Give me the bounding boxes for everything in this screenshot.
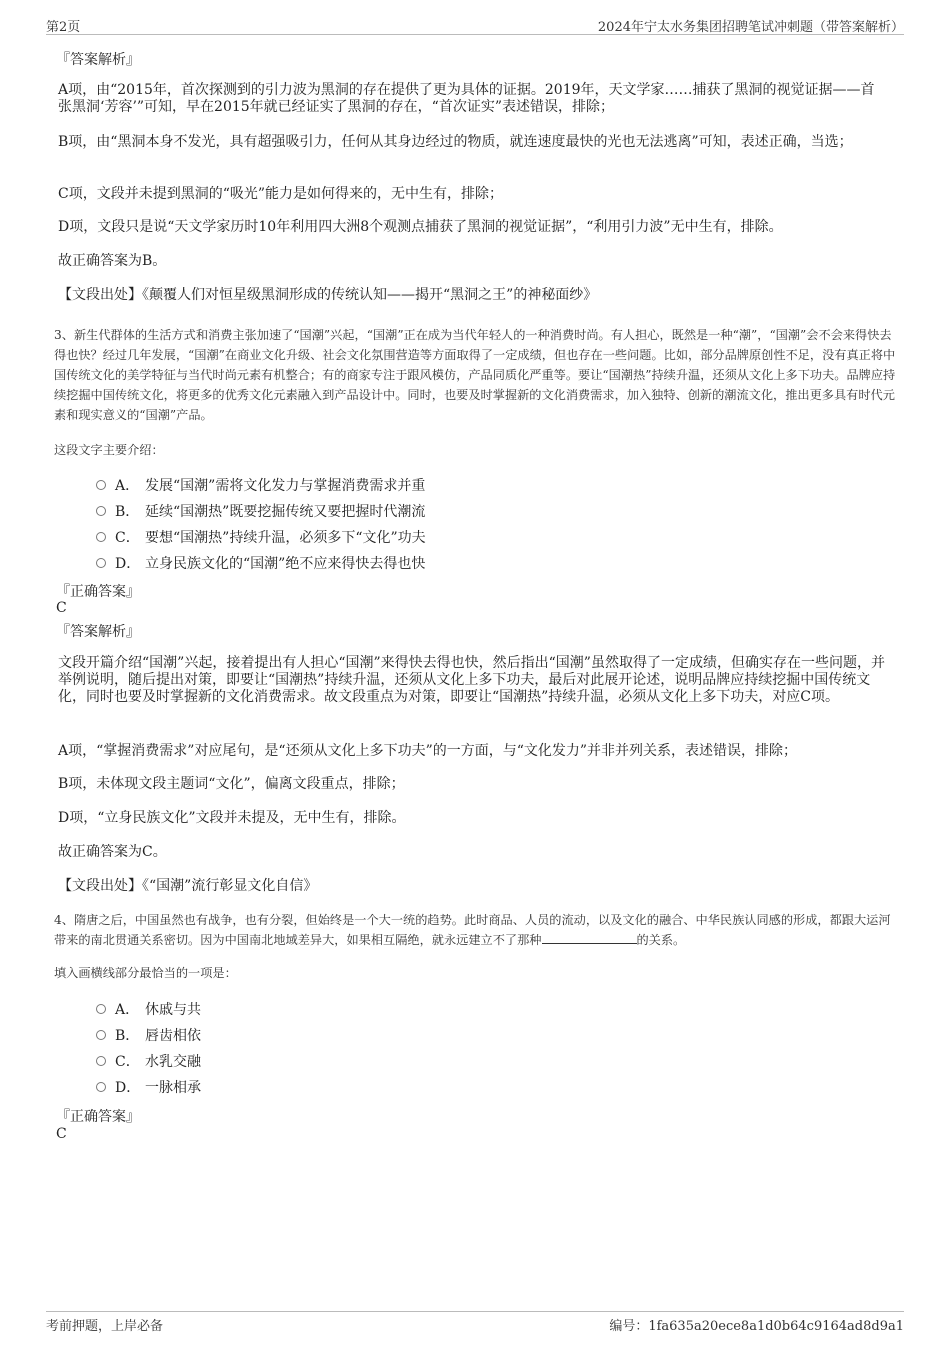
q3-option-d[interactable]: D． 立身民族文化的“国潮”绝不应来得快去得也快 [96,553,425,573]
q2-analysis-label: 『答案解析』 [56,52,140,68]
q4-answer-label: 『正确答案』 [56,1109,140,1125]
q3-analysis-b: B项，未体现文段主题词“文化”，偏离文段重点，排除； [58,776,405,792]
fill-in-blank [542,931,637,944]
q3-analysis: 文段开篇介绍“国潮”兴起，接着提出有人担心“国潮”来得快去得也快，然后指出“国潮”虽然取得了一定成绩，但确实存在一些问题，并举例说明，随后提出对策，即要让“国潮热”持续升温，还须从文化上多下功夫，最后对此展开论述，说明品牌应持续挖掘中国传统文化，同时也要及时掌握新的文化消费需求。故文段重点为对策，即要让“国潮热”持续升温，必须从文化上多下功夫，对应C项。 [58,655,885,705]
page-number: 第2页 [46,20,81,35]
q3-analysis-a: A项，“掌握消费需求”对应尾句，是“还须从文化上多下功夫”的一方面，与“文化发力”并非并列关系，表述错误，排除； [58,743,798,759]
q3-option-c[interactable]: C． 要想“国潮热”持续升温，必须多下“文化”功夫 [96,527,426,547]
q4-prompt: 填入画横线部分最恰当的一项是： [54,966,237,980]
q3-analysis-label: 『答案解析』 [56,624,140,640]
q3-answer-label: 『正确答案』 [56,584,140,600]
q4-answer: C [56,1126,67,1142]
document-title: 2024年宁太水务集团招聘笔试冲刺题（带答案解析） [597,20,904,35]
q3-source: 【文段出处】《“国潮”流行彰显文化自信》 [58,878,318,894]
q3-conclusion: 故正确答案为C。 [58,844,167,860]
q2-analysis-d: D项，文段只是说“天文学家历时10年利用四大洲8个观测点捕获了黑洞的视觉证据”，“利用引力波”无中生有，排除。 [58,219,783,235]
q2-analysis-b: B项，由“黑洞本身不发光，具有超强吸引力，任何从其身边经过的物质，就连速度最快的光也无法逃离”可知，表述正确，当选； [58,134,853,150]
radio-icon[interactable] [96,506,106,516]
q2-conclusion: 故正确答案为B。 [58,253,167,269]
q2-analysis-c: C项，文段并未提到黑洞的“吸光”能力是如何得来的，无中生有，排除； [58,186,504,202]
radio-icon[interactable] [96,1056,106,1066]
radio-icon[interactable] [96,480,106,490]
q4-stem: 4、隋唐之后，中国虽然也有战争，也有分裂，但始终是一个大一统的趋势。此时商品、人员的流动，以及文化的融合、中华民族认同感的形成，都跟大运河带来的南北贯通关系密切。因为中国南北地域差异大，如果相互隔绝，就永远建立不了那种 的关系。 [54,913,891,947]
q4-option-a[interactable]: A． 休戚与共 [96,999,201,1019]
q4-option-d[interactable]: D． 一脉相承 [96,1077,201,1097]
footer-slogan: 考前押题，上岸必备 [46,1319,164,1334]
q3-option-a[interactable]: A． 发展“国潮”需将文化发力与掌握消费需求并重 [96,475,425,495]
q3-stem: 3、新生代群体的生活方式和消费主张加速了“国潮”兴起，“国潮”正在成为当代年轻人的一种消费时尚。有人担心，既然是一种“潮”，“国潮”会不会来得快去得也快？经过几年发展，“国潮”在商业文化升级、社会文化氛围营造等方面取得了一定成绩，但也存在一些问题。比如，部分品牌原创性不足，没有真正将中国传统文化的美学特征与当代时尚元素有机整合；有的商家专注于跟风模仿，产品同质化严重等。要让“国潮热”持续升温，还须从文化上多下功夫。品牌应持续挖掘中国传统文化，将更多的优秀文化元素融入到产品设计中。同时，也要及时掌握新的文化消费需求，加入独特、创新的潮流文化，推出更多具有时代元素和现实意义的“国潮”产品。 [54,328,896,422]
q2-analysis-a: A项，由“2015年，首次探测到的引力波为黑洞的存在提供了更为具体的证据。2019年，天文学家……捕获了黑洞的视觉证据——首张黑洞‘芳容’”可知，早在2015年就已经证实了黑洞的存在，“首次证实”表述错误，排除； [58,82,875,115]
radio-icon[interactable] [96,1030,106,1040]
radio-icon[interactable] [96,558,106,568]
page-header [46,14,904,35]
radio-icon[interactable] [96,532,106,542]
q2-source: 【文段出处】《颠覆人们对恒星级黑洞形成的传统认知——揭开“黑洞之王”的神秘面纱》 [58,287,598,303]
q4-option-c[interactable]: C． 水乳交融 [96,1051,201,1071]
q3-prompt: 这段文字主要介绍： [54,443,164,457]
radio-icon[interactable] [96,1082,106,1092]
q3-analysis-d: D项，“立身民族文化”文段并未提及，无中生有，排除。 [58,810,406,826]
footer-serial: 编号：1fa635a20ece8a1d0b64c9164ad8d9a1 [609,1319,904,1334]
q4-option-b[interactable]: B． 唇齿相依 [96,1025,201,1045]
radio-icon[interactable] [96,1004,106,1014]
q3-answer: C [56,600,67,616]
q3-option-b[interactable]: B． 延续“国潮热”既要挖掘传统又要把握时代潮流 [96,501,425,521]
page-footer [46,1311,904,1336]
